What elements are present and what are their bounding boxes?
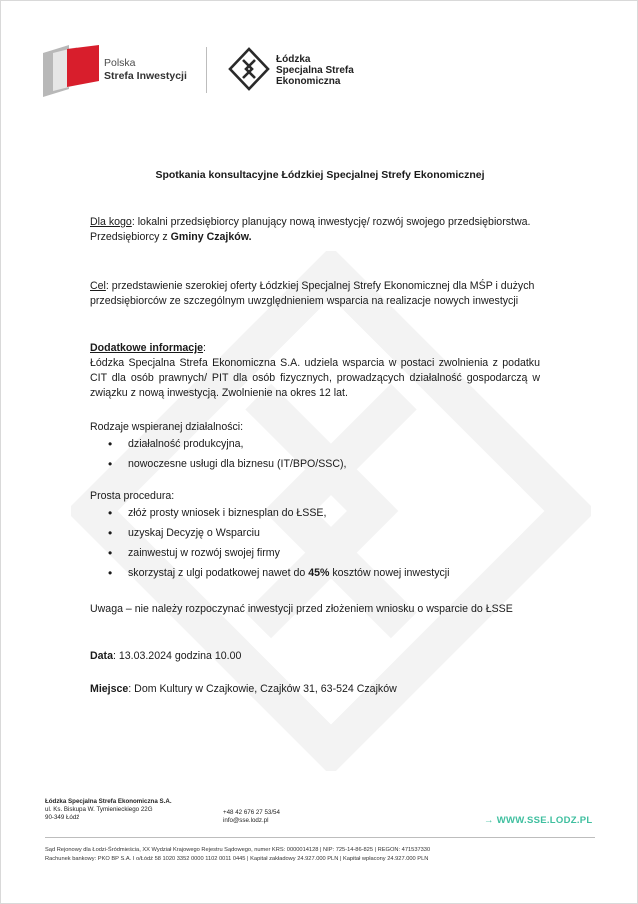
polska-strefa-inwestycji-logo-icon	[43, 45, 99, 97]
for-whom-text: lokalni przedsiębiorcy planujący nową inwestycję/ rozwój swojego przedsiębiorstwa.	[137, 216, 531, 228]
activities-section	[90, 420, 540, 477]
footer-address	[45, 798, 172, 822]
for-whom-prefix: Przedsiębiorcy z	[90, 231, 171, 243]
footer-legal	[45, 846, 605, 864]
page-title: Spotkania konsultacyjne Łódzkiej Specjalnej Strefy Ekonomicznej	[155, 169, 485, 181]
procedure-last-prefix: skorzystaj z ulgi podatkowej nawet do	[128, 567, 309, 579]
additional-info-text: Łódzka Specjalna Strefa Ekonomiczna S.A. udziela wsparcia w postaci zwolnienia z podatku CIT dla osób prawnych/ PIT dla osób fizycznych, prowadzących działalność gospodarczą w związku z nową inwestycją. Zwolnienie na okres 12 lat.	[90, 357, 540, 399]
additional-info-label: Dodatkowe informacje	[90, 342, 204, 354]
psi-logo-line1: Polska	[104, 57, 136, 69]
place-label: Miejsce	[90, 683, 129, 695]
footer-contact	[223, 809, 280, 825]
list-item: • złóż prosty wniosek i biznesplan do ŁSSE,	[90, 506, 540, 526]
psi-logo-line2: Strefa Inwestycji	[104, 70, 187, 82]
procedure-list	[90, 506, 540, 586]
for-whom-gmina: Gminy Czajków.	[170, 231, 252, 243]
lsse-logo-line1: Łódzka	[276, 54, 311, 65]
goal-text: przedstawienie szerokiej oferty Łódzkiej Specjalnej Strefy Ekonomicznej dla MŚP i dużych przedsiębiorców ze szczególnym uwzględnieniem wsparcia na realizacje nowych inwestycji	[90, 280, 535, 307]
footer-website-link[interactable]: → WWW.SSE.LODZ.PL	[484, 815, 593, 826]
footer-legal-line1: Sąd Rejonowy dla Łodzi-Śródmieścia, XX Wydział Krajowego Rejestru Sądowego, numer KRS: 0000014128 | NIP: 725-14-86-825 | REGON: 471537330	[45, 847, 431, 853]
list-item: • zainwestuj w rozwój swojej firmy	[90, 546, 540, 566]
warning-text: Uwaga – nie należy rozpoczynać inwestycji przed złożeniem wniosku o wsparcie do ŁSSE	[90, 603, 513, 615]
for-whom-section: Dla kogo: lokalni przedsiębiorcy planujący nową inwestycję/ rozwój swojego przedsiębiorstwa. Przedsiębiorcy z Gminy Czajków.	[90, 216, 531, 243]
for-whom-label: Dla kogo	[90, 216, 132, 228]
footer-street: ul. Ks. Biskupa W. Tymienieckiego 22G	[45, 806, 153, 813]
procedure-heading: Prosta procedura:	[90, 490, 175, 502]
psi-logo-text	[104, 57, 187, 83]
footer-legal-line2: Rachunek bankowy: PKO BP S.A. I o/Łódź 58 1020 3352 0000 1102 0011 0445 | Kapitał zakładowy 24.927.000 PLN | Kapitał wpłacony 24.927.000 PLN	[45, 856, 429, 862]
lsse-logo-icon	[228, 47, 270, 91]
date-label: Data	[90, 650, 113, 662]
activities-heading: Rodzaje wspieranej działalności:	[90, 421, 244, 433]
footer-company: Łódzka Specjalna Strefa Ekonomiczna S.A.	[45, 798, 172, 805]
goal-label: Cel	[90, 280, 106, 292]
activities-list	[90, 437, 540, 477]
lsse-logo-line3: Ekonomiczna	[276, 76, 341, 87]
procedure-last-suffix: kosztów nowej inwestycji	[329, 567, 450, 579]
procedure-section	[90, 489, 540, 586]
goal-section: Cel: przedstawienie szerokiej oferty Łódzkiej Specjalnej Strefy Ekonomicznej dla MŚP i dużych przedsiębiorców ze szczególnym uwzględnieniem wsparcia na realizacje nowych inwestycji	[90, 280, 535, 307]
logo-divider	[206, 47, 207, 93]
list-item: • działalność produkcyjna,	[90, 437, 540, 457]
footer-city: 90-349 Łódź	[45, 814, 80, 821]
procedure-last-percent: 45%	[308, 567, 330, 579]
footer-divider	[45, 837, 595, 838]
lsse-logo-text	[276, 54, 354, 87]
place-line	[90, 682, 540, 697]
place-value: : Dom Kultury w Czajkowie, Czajków 31, 63-524 Czajków	[128, 683, 397, 695]
list-item	[90, 566, 540, 586]
lsse-logo-line2: Specjalna Strefa	[276, 65, 354, 76]
additional-info-section: Dodatkowe informacje: Łódzka Specjalna Strefa Ekonomiczna S.A. udziela wsparcia w postaci zwolnienia z podatku CIT dla osób prawnych/ PIT dla osób fizycznych, prowadzących działalność gospodarczą w związku z nową inwestycją. Zwolnienie na okres 12 lat.	[90, 342, 540, 399]
footer-email[interactable]: info@sse.lodz.pl	[223, 817, 269, 824]
list-item: • nowoczesne usługi dla biznesu (IT/BPO/SSC),	[90, 457, 540, 477]
list-item: • uzyskaj Decyzję o Wsparciu	[90, 526, 540, 546]
date-value: : 13.03.2024 godzina 10.00	[112, 650, 242, 662]
date-line	[90, 649, 540, 664]
footer-phone: +48 42 676 27 53/54	[223, 809, 280, 816]
